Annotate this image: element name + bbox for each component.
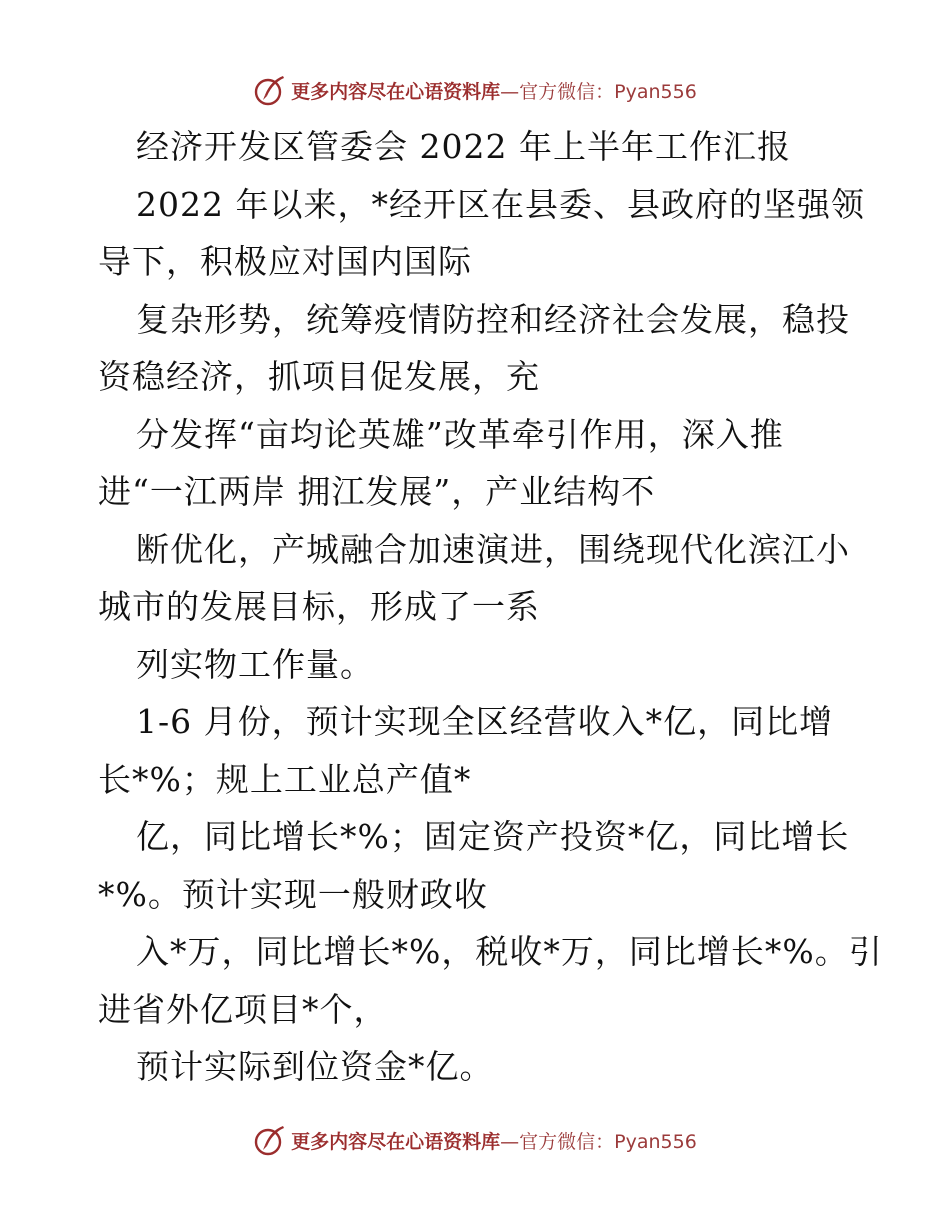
banner-sub-text: —官方微信：Pyan556 [500, 80, 697, 103]
text-line: 1-6 月份，预计实现全区经营收入*亿，同比增 [136, 702, 834, 741]
banner-text [291, 1127, 697, 1154]
text-line: 2022 年以来，*经开区在县委、县政府的坚强领 [136, 184, 865, 224]
header-banner-inner [253, 73, 697, 107]
footer-banner-inner [253, 1123, 697, 1157]
footer-banner [0, 1120, 950, 1160]
quill-pen-logo-icon [253, 73, 287, 107]
banner-text [291, 77, 697, 104]
document-body [98, 118, 883, 1096]
text-line: 进省外亿项目*个， [98, 989, 388, 1029]
quill-pen-logo-icon [253, 1123, 287, 1157]
text-line: 城市的发展目标，形成了一系 [98, 587, 540, 626]
text-line: 导下，积极应对国内国际 [98, 242, 472, 281]
text-line: 入*万，同比增长*%，税收*万，同比增长*%。引 [136, 932, 883, 971]
banner-sub-text: —官方微信：Pyan556 [500, 1130, 697, 1153]
text-line: 进“一江两岸 拥江发展”，产业结构不 [98, 472, 656, 511]
text-line: 预计实际到位资金*亿。 [136, 1047, 494, 1086]
text-line: 资稳经济，抓项目促发展，充 [98, 357, 540, 396]
text-line: 列实物工作量。 [136, 644, 374, 684]
banner-main-text: 更多内容尽在心语资料库 [291, 1130, 501, 1153]
text-line: 分发挥“亩均论英雄”改革牵引作用，深入推 [136, 414, 784, 454]
text-line: 复杂形势，统筹疫情防控和经济社会发展，稳投 [136, 299, 850, 339]
text-line: 亿，同比增长*%；固定资产投资*亿，同比增长 [136, 817, 850, 856]
text-line: 断优化，产城融合加速演进，围绕现代化滨江小 [136, 529, 850, 569]
text-line: 长*%；规上工业总产值* [98, 759, 472, 799]
header-banner [0, 70, 950, 110]
banner-main-text: 更多内容尽在心语资料库 [291, 80, 501, 103]
document-title: 经济开发区管委会 2022 年上半年工作汇报 [136, 127, 791, 166]
text-line: *%。预计实现一般财政收 [98, 874, 488, 914]
